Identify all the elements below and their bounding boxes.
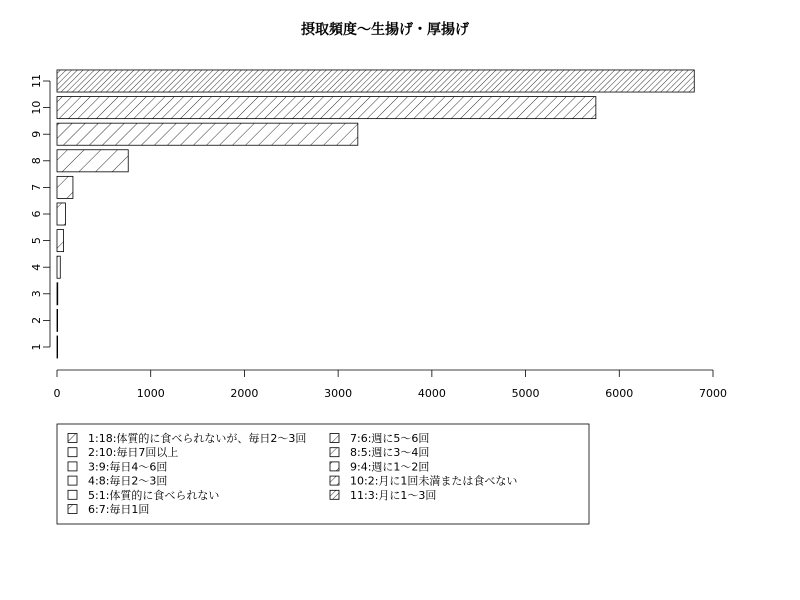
legend-entry: 11:3:月に1〜3回 (350, 488, 437, 502)
bar-9 (57, 123, 358, 145)
x-tick-label: 6000 (605, 387, 634, 400)
x-axis (54, 370, 728, 400)
y-tick-label: 6 (30, 210, 43, 218)
legend-entry: 10:2:月に1回未満または食べない (350, 474, 518, 488)
bars (57, 70, 694, 358)
y-tick-label: 5 (30, 237, 43, 245)
legend-swatch (68, 505, 77, 514)
y-tick-label: 2 (30, 316, 43, 324)
x-tick-label: 2000 (230, 387, 259, 400)
x-tick-label: 1000 (136, 387, 165, 400)
x-tick-label: 4000 (417, 387, 446, 400)
y-tick-label: 11 (30, 74, 43, 88)
y-tick-label: 4 (30, 263, 43, 271)
bar-1 (57, 336, 58, 358)
bar-8 (57, 150, 128, 172)
legend-entry: 3:9:毎日4〜6回 (88, 460, 168, 474)
legend-swatch (330, 476, 339, 485)
legend-swatch (68, 434, 77, 443)
y-tick-label: 1 (30, 343, 43, 351)
y-tick-label: 9 (30, 130, 43, 138)
legend-swatch (68, 476, 77, 485)
y-tick-label: 3 (30, 290, 43, 298)
bar-5 (57, 230, 64, 252)
legend (57, 424, 589, 524)
legend-swatch (68, 448, 77, 457)
bar-7 (57, 176, 73, 198)
x-tick-label: 0 (53, 387, 61, 400)
bar-3 (57, 283, 58, 305)
bar-2 (57, 309, 58, 331)
legend-swatch (330, 448, 339, 457)
legend-entry: 1:18:体質的に食べられないが、毎日2〜3回 (88, 432, 307, 445)
x-tick-label: 7000 (699, 387, 727, 400)
x-tick-label: 5000 (511, 387, 540, 400)
y-tick-label: 7 (30, 183, 43, 191)
bar-10 (57, 97, 596, 119)
legend-entry: 8:5:週に3〜4回 (350, 446, 430, 460)
y-tick-label: 10 (30, 100, 43, 115)
chart-title: 摂取頻度〜生揚げ・厚揚げ (301, 22, 469, 38)
legend-entry: 4:8:毎日2〜3回 (88, 474, 168, 488)
legend-swatch (68, 462, 77, 471)
bar-6 (57, 203, 65, 225)
legend-swatch (330, 434, 339, 443)
legend-entry: 2:10:毎日7回以上 (88, 446, 179, 460)
bar-4 (57, 256, 60, 278)
legend-swatch (68, 490, 77, 499)
legend-entry: 7:6:週に5〜6回 (350, 432, 430, 445)
legend-entry: 5:1:体質的に食べられない (88, 488, 220, 502)
legend-entry: 6:7:毎日1回 (88, 503, 150, 516)
legend-entry: 9:4:週に1〜2回 (350, 460, 430, 474)
x-tick-label: 3000 (324, 387, 353, 400)
y-tick-label: 8 (30, 157, 43, 165)
legend-swatch (330, 490, 339, 499)
y-axis (30, 74, 50, 351)
legend-swatch (330, 462, 339, 471)
bar-11 (57, 70, 694, 92)
